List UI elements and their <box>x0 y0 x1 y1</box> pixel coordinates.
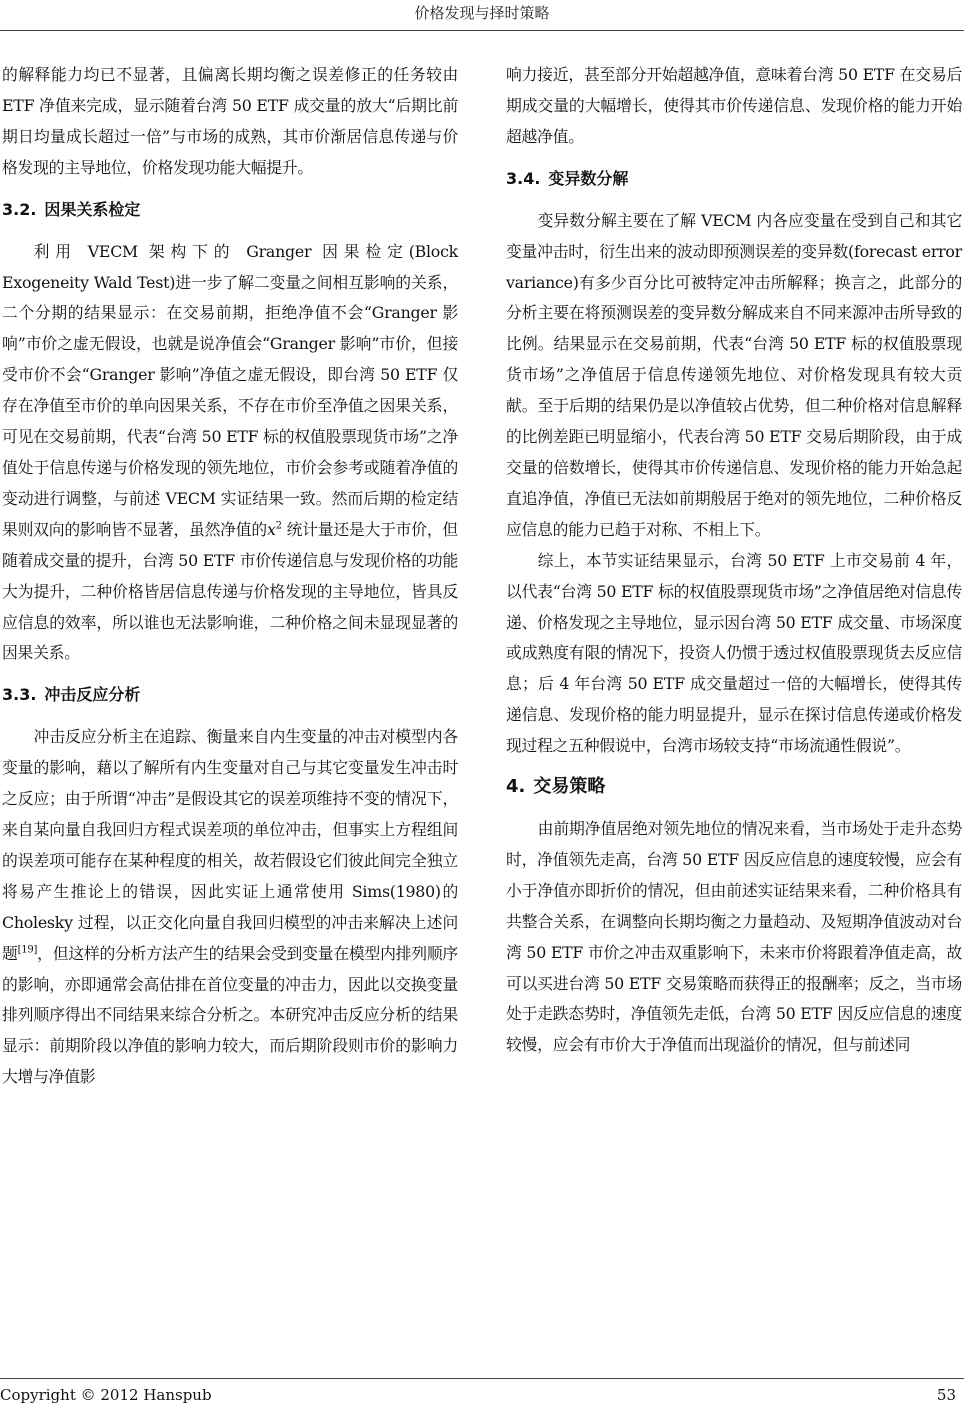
paragraph-granger <box>2 237 458 670</box>
paragraph-impulse <box>2 722 458 1093</box>
paragraph-continued: 响力接近，甚至部分开始超越净值，意味着台湾 50 ETF 在交易后期成交量的大幅增长，使得其市价传递信息、发现价格的能力开始超越净值。 <box>506 65 962 146</box>
page-number: 53 <box>936 1386 956 1404</box>
footer-divider <box>0 1378 964 1379</box>
paragraph-impulse-part1: 冲击反应分析主在追踪、衡量来自内生变量的冲击对模型内各变量的影响，藉以了解所有内生变量对自己与其它变量发生冲击时之反应；由于所谓“冲击”是假设其它的误差项维持不变的情况下，来自某向量自我回归方程式误差项的单位冲击，但事实上方程组间的误差项可能存在某种程度的相关，故若假设它们彼此间完全独立将易产生推论上的错误，因此实证上通常使用 Sims(1980)的 Cholesky 过程，以正交化向量自我回归模型的冲击来解决上述问题 <box>2 727 458 963</box>
section-title: 冲击反应分析 <box>44 685 141 705</box>
section-title: 因果关系检定 <box>44 199 141 219</box>
paragraph-granger-part2: 统计量还是大于市价，但随着成交量的提升，台湾 50 ETF 市价传递信息与发现价格的功能大为提升，二种价格皆居信息传递与价格发现的主导地位，皆具反应信息的效率，所以谁也无法影响谁，二种价格之间未显现显著的因果关系。 <box>2 519 458 663</box>
section-number: 3.2. <box>2 199 37 219</box>
section-title: 交易策略 <box>533 776 606 798</box>
section-number: 3.3. <box>2 685 37 705</box>
paragraph-intro: 的解释能力均已不显著，且偏离长期均衡之误差修正的任务较由 ETF 净值来完成，显示随着台湾 50 ETF 成交量的放大“后期比前期日均量成长超过一倍”与市场的成熟，其市价渐居信息传递与价格发现的主导地位，价格发现功能大幅提升。 <box>2 65 458 177</box>
paragraph-variance: 变异数分解主要在了解 VECM 内各应变量在受到自己和其它变量冲击时，衍生出来的波动即预测误差的变异数(forecast error variance)有多少百分比可被特定冲击所解释；换言之，此部分的分析主要在将预测误差的变异数分解成来自不同来源冲击所导致的比例。结果显示在交易前期，代表“台湾 50 ETF 标的权值股票现货市场”之净值居于信息传递领先地位、对价格发现具有较大贡献。至于后期的结果仍是以净值较占优势，但二种价格对信息解释的比例差距已明显缩小，代表台湾 50 ETF 交易后期阶段，由于成交量的倍数增长，使得其市价传递信息、发现价格的能力开始急起直追净值，净值已无法如前期般居于绝对的领先地位，二种价格反应信息的能力已趋于对称、不相上下。 <box>506 210 962 539</box>
section-heading-3-4 <box>506 167 962 191</box>
paragraph-impulse-part2: ，但这样的分析方法产生的结果会受到变量在模型内排列顺序的影响，亦即通常会高估排在首位变量的冲击力，因此以交换变量排列顺序得出不同结果来综合分析之。本研究冲击反应分析的结果显示：前期阶段以净值的影响力较大，而后期阶段则市价的影响力大增与净值影 <box>2 943 458 1087</box>
citation-ref: [19] <box>17 944 38 956</box>
paragraph-summary: 综上，本节实证结果显示，台湾 50 ETF 上市交易前 4 年，以代表“台湾 50 ETF 标的权值股票现货市场”之净值居绝对信息传递、价格发现之主导地位，显示因台湾 50 ETF 成交量、市场深度或成熟度有限的情况下，投资人仍惯于透过权值股票现货去反应信息；后 4 年台湾 50 ETF 成交量超过一倍的大幅增长，使得其传递信息、发现价格的能力明显提升，显示在探讨信息传递或价格发现过程之五种假说中，台湾市场较支持“市场流通性假说”。 <box>506 550 962 756</box>
footer-copyright: Copyright © 2012 Hanspub <box>0 1386 212 1404</box>
section-title: 变异数分解 <box>548 168 629 188</box>
chi-symbol: x <box>266 519 276 539</box>
left-column <box>2 60 458 1093</box>
section-number: 4. <box>506 776 526 798</box>
right-column <box>506 60 962 1061</box>
section-heading-3-3 <box>2 683 458 707</box>
paragraph-strategy: 由前期净值居绝对领先地位的情况来看，当市场处于走升态势时，净值领先走高，台湾 50 ETF 因反应信息的速度较慢，应会有小于净值亦即折价的情况，但由前述实证结果来看，二种价格具有共整合关系，在调整向长期均衡之力量趋动、及短期净值波动对台湾 50 ETF 市价之冲击双重影响下，未来市价将跟着净值走高，故可以买进台湾 50 ETF 交易策略而获得正的报酬率；反之，当市场处于走跌态势时，净值领先走低，台湾 50 ETF 因反应信息的速度较慢，应会有市价大于净值而出现溢价的情况，但与前述同 <box>506 819 962 1055</box>
chi-exponent: 2 <box>275 520 282 532</box>
header-divider <box>0 30 964 31</box>
section-number: 3.4. <box>506 168 541 188</box>
running-header: 价格发现与择时策略 <box>414 4 550 22</box>
section-heading-4 <box>506 774 962 800</box>
section-heading-3-2 <box>2 198 458 222</box>
paragraph-granger-part1: 利用 VECM 架构下的 Granger 因果检定(Block Exogeneity Wald Test)进一步了解二变量之间相互影响的关系，二个分期的结果显示：在交易前期，拒绝净值不会“Granger 影响”市价之虚无假设，也就是说净值会“Granger 影响”市价，但接受市价不会“Granger 影响”净值之虚无假设，即台湾 50 ETF 仅存在净值至市价的单向因果关系，不存在市价至净值之因果关系，可见在交易前期，代表“台湾 50 ETF 标的权值股票现货市场”之净值处于信息传递与价格发现的领先地位，市价会参考或随着净值的变动进行调整，与前述 VECM 实证结果一致。然而后期的检定结果则双向的影响皆不显著，虽然净值的 <box>2 241 458 539</box>
